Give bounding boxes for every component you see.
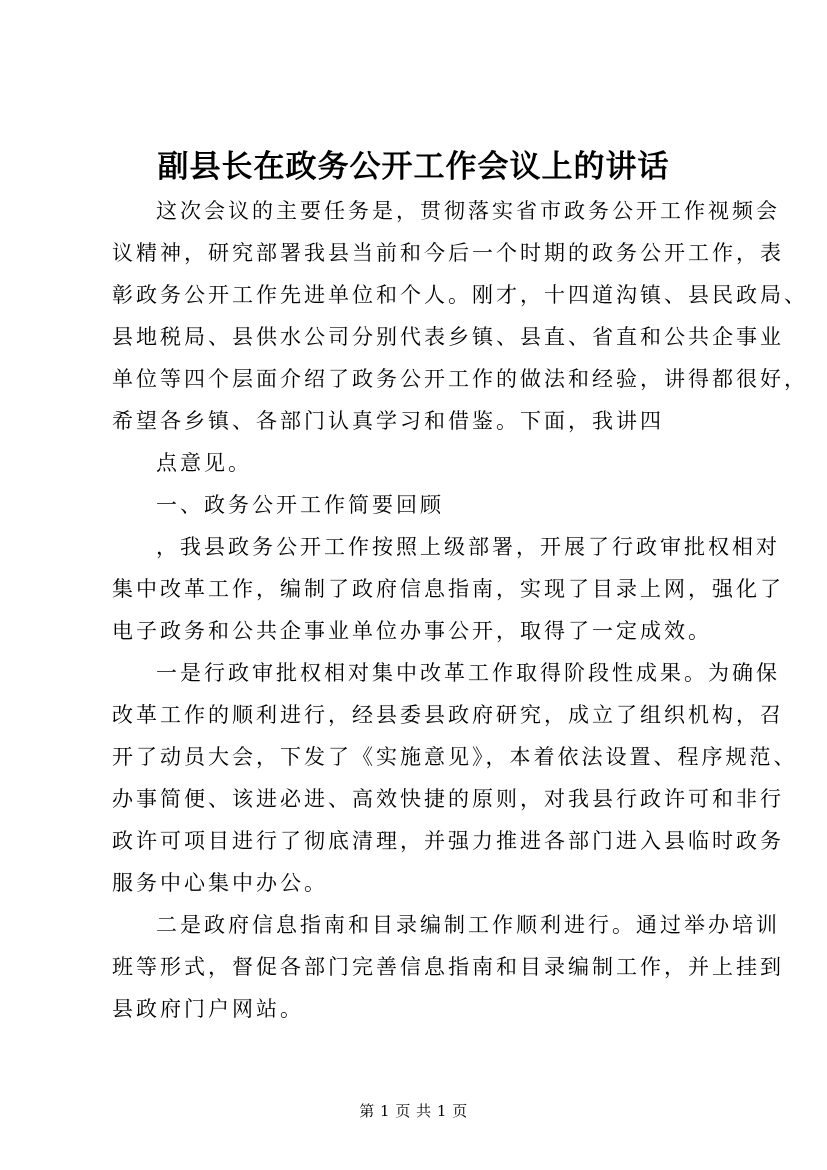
paragraph-line: 改革工作的顺利进行，经县委县政府研究，成立了组织机构，召 — [112, 703, 784, 727]
paragraph-line: 一是行政审批权相对集中改革工作取得阶段性成果。为确保 — [156, 661, 780, 685]
paragraph-line: 县地税局、县供水公司分别代表乡镇、县直、省直和公共企事业 — [112, 325, 784, 349]
paragraph-line: 议精神，研究部署我县当前和今后一个时期的政务公开工作，表 — [112, 241, 784, 265]
paragraph-line: 办事简便、该进必进、高效快捷的原则，对我县行政许可和非行 — [112, 787, 784, 811]
paragraph-line: 县政府门户网站。 — [112, 997, 304, 1021]
paragraph-line: 班等形式，督促各部门完善信息指南和目录编制工作，并上挂到 — [112, 955, 784, 979]
paragraph-line: 点意见。 — [156, 451, 252, 475]
paragraph-line: 政许可项目进行了彻底清理，并强力推进各部门进入县临时政务 — [112, 829, 784, 853]
paragraph-line: 开了动员大会，下发了《实施意见》，本着依法设置、程序规范、 — [112, 745, 798, 769]
paragraph-line: ，我县政务公开工作按照上级部署，开展了行政审批权相对 — [156, 535, 780, 559]
document-title: 副县长在政务公开工作会议上的讲话 — [157, 149, 670, 185]
paragraph-line: 电子政务和公共企事业单位办事公开，取得了一定成效。 — [112, 619, 712, 643]
paragraph-line: 服务中心集中办公。 — [112, 871, 328, 895]
section-heading: 一、政务公开工作简要回顾 — [156, 493, 444, 517]
paragraph-line: 这次会议的主要任务是，贯彻落实省市政务公开工作视频会 — [156, 199, 780, 223]
paragraph-line: 集中改革工作，编制了政府信息指南，实现了目录上网，强化了 — [112, 577, 784, 601]
paragraph-line: 彰政务公开工作先进单位和个人。刚才，十四道沟镇、县民政局、 — [112, 283, 808, 307]
paragraph-line: 希望各乡镇、各部门认真学习和借鉴。下面，我讲四 — [112, 409, 664, 433]
paragraph-line: 单位等四个层面介绍了政务公开工作的做法和经验，讲得都很好， — [112, 367, 808, 391]
page-number-footer: 第 1 页 共 1 页 — [359, 1102, 468, 1120]
paragraph-line: 二是政府信息指南和目录编制工作顺利进行。通过举办培训 — [156, 913, 780, 937]
document-body — [112, 190, 808, 1030]
